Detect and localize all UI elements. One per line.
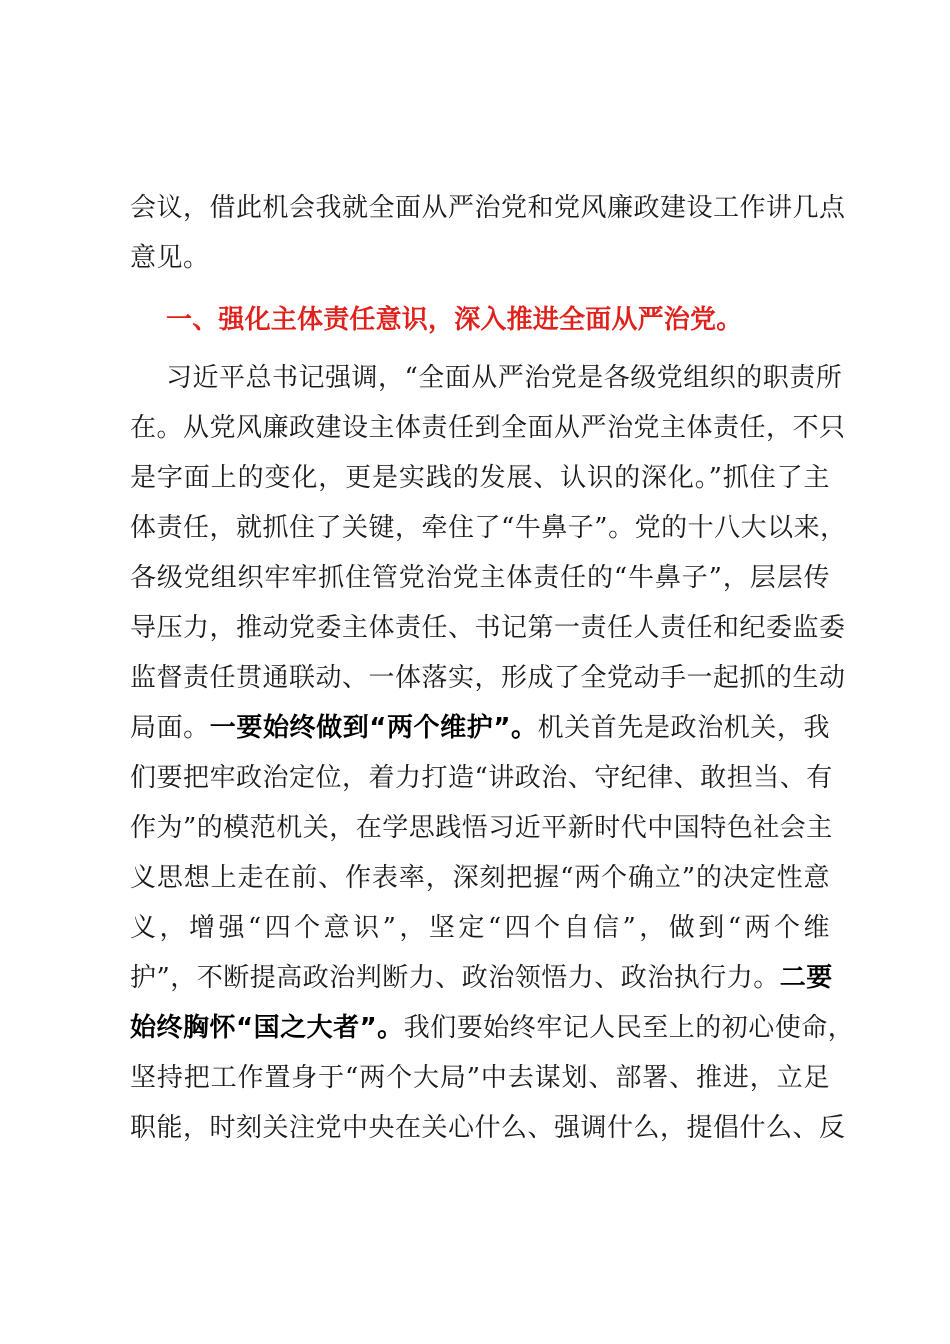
text-line: 会议，借此机会我就全面从严治党和党风廉政建设工作讲几点: [130, 193, 846, 223]
text-run: 护”，不断提高政治判断力、政治领悟力、政治执行力。: [130, 963, 780, 993]
text-line: 在。从党风廉政建设主体责任到全面从严治党主体责任，不只: [130, 413, 846, 443]
text-line: 导压力，推动党委主体责任、书记第一责任人责任和纪委监委: [130, 613, 846, 643]
bold-point-2: 二要: [779, 963, 833, 993]
text-line: 义思想上走在前、作表率，深刻把握“两个确立”的决定性意: [130, 863, 830, 893]
text-line: 职能，时刻关注党中央在关心什么、强调什么，提倡什么、反: [130, 1113, 846, 1143]
text-line: 各级党组织牢牢抓住管党治党主体责任的“牛鼻子”，层层传: [130, 563, 830, 593]
text-line: 作为”的模范机关，在学思践悟习近平新时代中国特色社会主: [130, 813, 833, 843]
text-line: [130, 706, 830, 756]
text-line: [130, 956, 833, 1006]
text-line: 体责任，就抓住了关键，牵住了“牛鼻子”。党的十八大以来，: [130, 513, 847, 543]
text-line: 们要把牢政治定位，着力打造“讲政治、守纪律、敢担当、有: [130, 763, 833, 793]
section-heading: 一、强化主体责任意识，深入推进全面从严治党。: [166, 305, 743, 335]
bold-point-2-cont: 始终胸怀“国之大者”。: [130, 1013, 404, 1043]
text-line: [130, 1006, 855, 1056]
text-line: 坚持把工作置身于“两个大局”中去谋划、部署、推进，立足: [130, 1063, 830, 1093]
text-line: 意见。: [130, 243, 210, 273]
bold-point-1: 一要始终做到“两个维护”。: [209, 713, 538, 743]
text-run: 局面。: [130, 713, 210, 743]
text-run: 我们要始终牢记人民至上的初心使命，: [403, 1013, 855, 1043]
text-line: 监督责任贯通联动、一体落实，形成了全党动手一起抓的生动: [130, 663, 846, 693]
text-run: 机关首先是政治机关，我: [537, 713, 830, 743]
text-line: 是字面上的变化，更是实践的发展、认识的深化。”抓住了主: [130, 463, 830, 493]
text-line: 习近平总书记强调，“全面从严治党是各级党组织的职责所: [166, 363, 843, 393]
document-body: [130, 186, 855, 1156]
text-line: 义，增强“四个意识”，坚定“四个自信”，做到“两个维: [130, 913, 830, 943]
